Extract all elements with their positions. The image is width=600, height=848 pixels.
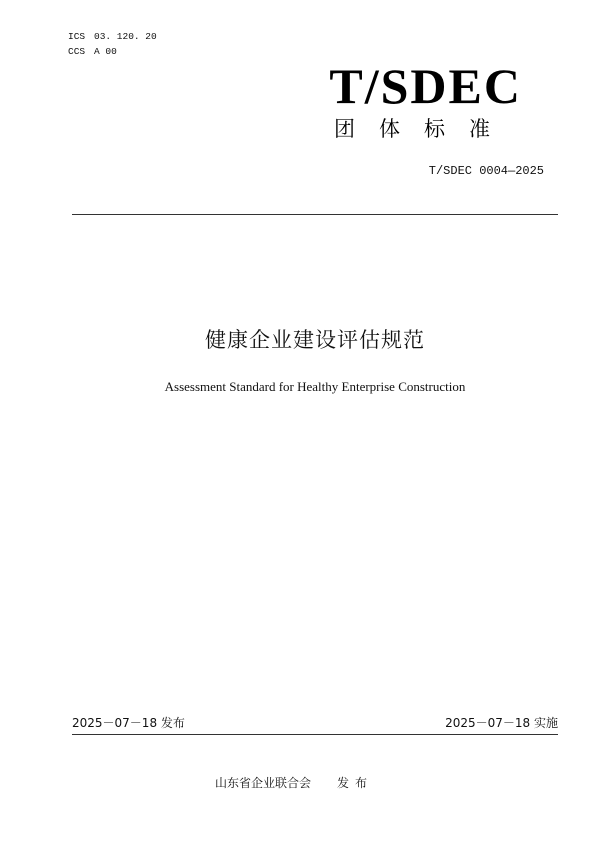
standard-number: T/SDEC 0004—2025: [428, 164, 544, 178]
organization-logo: T/SDEC: [329, 58, 522, 114]
issue-date: 2025－07－18 发布: [72, 716, 185, 730]
title-english: Assessment Standard for Healthy Enterprise Construction: [164, 379, 466, 394]
ccs-label: CCS: [68, 46, 86, 57]
document-type: 团体标准: [334, 117, 514, 141]
ccs-value: A 00: [94, 46, 117, 57]
publisher-line: [215, 775, 373, 791]
implementation-date: 2025－07－18 实施: [445, 716, 558, 730]
ics-label: ICS: [68, 31, 86, 42]
title-chinese: 健康企业建设评估规范: [205, 328, 425, 352]
ics-code: [68, 30, 157, 43]
bottom-divider: [72, 734, 558, 735]
top-divider: [72, 214, 558, 215]
publisher-name: 山东省企业联合会: [215, 776, 312, 790]
ccs-code: [68, 45, 117, 58]
publish-verb: 发布: [337, 776, 374, 790]
ics-value: 03. 120. 20: [94, 31, 157, 42]
